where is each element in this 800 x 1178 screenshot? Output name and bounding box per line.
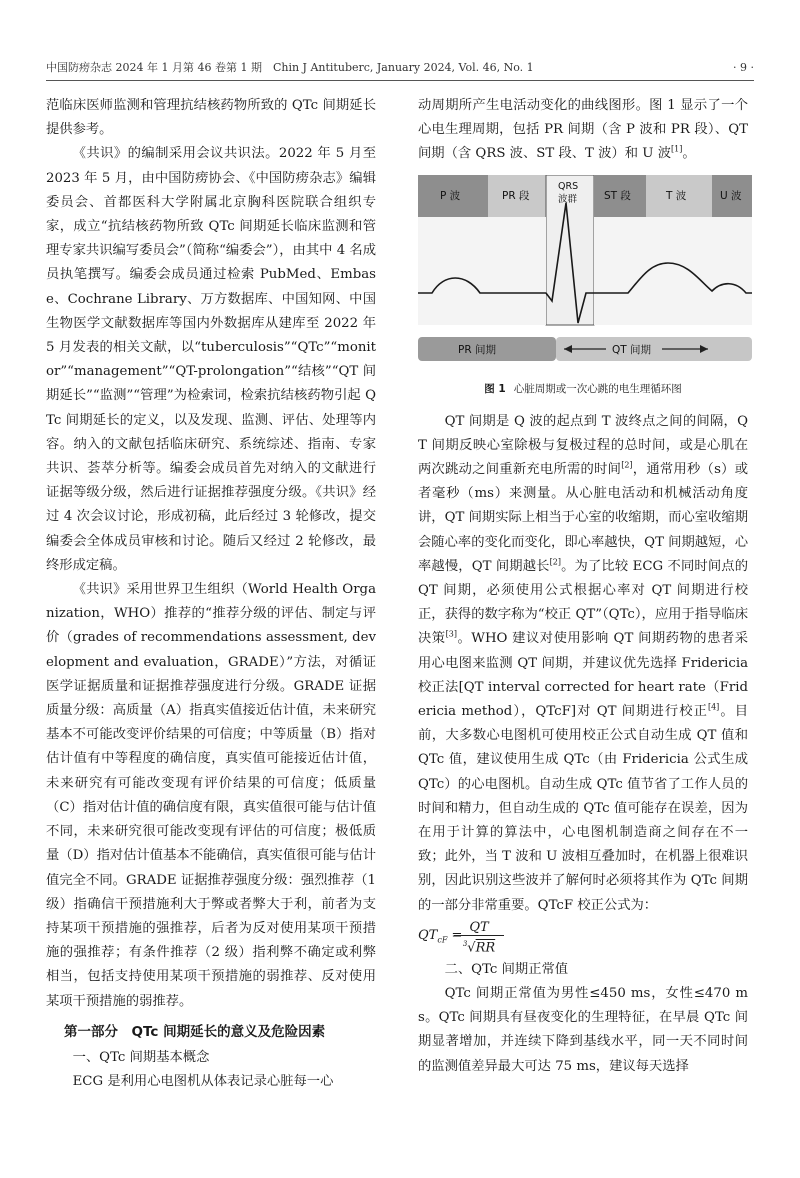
qtcf-formula xyxy=(418,920,748,954)
ecg-figure xyxy=(418,175,748,396)
qrs-label-2: 波群 xyxy=(558,193,578,205)
figure-caption xyxy=(418,381,748,396)
right-column xyxy=(418,94,748,1079)
paragraph: ECG 是利用心电图机从体表记录心脏每一心 xyxy=(72,1073,334,1089)
journal-citation: 中国防痨杂志 2024 年 1 月第 46 卷第 1 期 Chin J Antituberc, January 2024, Vol. 46, No. 1 xyxy=(46,61,534,74)
section-heading: 第一部分 QTc 间期延长的意义及危险因素 xyxy=(64,1023,326,1040)
paragraph: 动周期所产生电活动变化的曲线图形。图 1 显示了一个心电生理周期，包括 PR 间期（含 P 波和 PR 段）、QT 间期（含 QRS 波、ST 段、T 波）和 U 波[1]。 xyxy=(418,98,748,162)
st-segment-label: ST 段 xyxy=(604,189,631,202)
qrs-label: QRS xyxy=(558,180,579,192)
subsection-heading: 二、QTc 间期正常值 xyxy=(444,961,569,977)
citation-ref[interactable]: [2] xyxy=(621,460,633,470)
u-wave-label: U 波 xyxy=(720,189,742,202)
citation-ref[interactable]: [4] xyxy=(707,702,720,712)
paragraph: QT 间期是 Q 波的起点到 T 波终点之间的间隔，QT 间期反映心室除极与复极过程的总时间，或是心肌在两次跳动之间重新充电所需的时间[2]，通常用秒（s）或者毫秒（ms）来测量。从心脏电活动和机械活动角度讲，QT 间期实际上相当于心室的收缩期，而心室收缩期会随心率的变化而变化，即心率越快，QT 间期越短，心率越慢，QT 间期越长[2]。为了比较 ECG 不同时间点的 QT 间期，必须使用公式根据心率对 QT 间期进行校正，获得的数字称为“校正 QT”（QTc），应用于指导临床决策[3]。WHO 建议对使用影响 QT 间期药物的患者采用心电图来监测 QT 间期，并建议优先选择 Fridericia 校正法[QT interval corrected for heart rate（Fridericia method），QTcF]对 QT 间期进行校正[4]。目前，大多数心电图机可使用校正公式自动生成 QT 值和 QTc 值，建议使用生成 QTc（由 Fridericia 公式生成 QTc）的心电图机。自动生成 QTc 值节省了工作人员的时间和精力，但自动生成的 QTc 值可能存在误差，因为在用于计算的算法中，心电图机制造商之间存在不一致；此外，当 T 波和 U 波相互叠加时，在机器上很难识别，因此识别这些波并了解何时必须将其作为 QTc 间期的一部分非常重要。QTcF 校正公式为： xyxy=(418,413,749,913)
t-wave-label: T 波 xyxy=(666,189,687,202)
pr-interval-label: PR 间期 xyxy=(458,343,496,356)
qt-interval-label: QT 间期 xyxy=(612,343,652,356)
pr-segment-label: PR 段 xyxy=(502,189,530,202)
subsection-heading: 一、QTc 间期基本概念 xyxy=(72,1049,210,1065)
ecg-cycle-diagram xyxy=(418,175,752,371)
paragraph: 《共识》的编制采用会议共识法。2022 年 5 月至 2023 年 5 月，由中国防痨协会、《中国防痨杂志》编辑委员会、首都医科大学附属北京胸科医院联合组织专家，成立“抗结核药物所致 QTc 间期延长临床监测和管理专家共识编写委员会”（简称“编委会”），由其中 4 名成员执笔撰写。编委会成员通过检索 PubMed、Embase、Cochrane Library、万方数据库、中国知网、中国生物医学文献数据库等国内外数据库从建库至 2022 年 5 月发表的相关文献，以“tuberculosis”“QTc”“monitor”“management”“QT-prolongation”“结核”“QT 间期延长”“监测”“管理”为检索词，检索抗结核药物引起 QTc 间期延长的定义，以及发现、监测、评估、处理等内容。纳入的文献包括临床研究、系统综述、指南、专家共识、荟萃分析等。编委会成员首先对纳入的文献进行证据等级分级，然后进行证据推荐强度分级。《共识》经过 4 次会议讨论，形成初稿，此后经过 3 轮修改，提交编委会全体成员审核和讨论。随后又经过 2 轮修改，最终形成定稿。 xyxy=(46,146,376,573)
figure-number: 图 1 xyxy=(484,382,506,395)
formula-lhs: $QT_{cF}$ = xyxy=(418,927,463,945)
header-rule xyxy=(46,80,754,81)
paragraph: 范临床医师监测和管理抗结核药物所致的 QTc 间期延长提供参考。 xyxy=(46,98,376,138)
figure-caption-text: 心脏周期或一次心跳的电生理循环图 xyxy=(513,382,682,395)
citation-ref[interactable]: [2] xyxy=(549,557,561,567)
p-wave-label: P 波 xyxy=(440,189,461,202)
formula-fraction xyxy=(454,920,504,956)
citation-ref[interactable]: [1] xyxy=(671,144,683,154)
page-number: · 9 · xyxy=(733,61,754,74)
citation-ref[interactable]: [3] xyxy=(445,630,457,640)
paragraph: 《共识》采用世界卫生组织（World Health Organization，WHO）推荐的“推荐分级的评估、制定与评价（grades of recommendations assessment, development and evaluation，GRADE）”方法，对循证医学证据质量和证据推荐强度进行分级。GRADE 证据质量分级：高质量（A）指真实值接近估计值，未来研究基本不可能改变评价结果的可信度；中等质量（B）指对估计值有中等程度的确信度，真实值可能接近估计值，未来研究有可能改变现有评价结果的可信度；低质量（C）指对估计值的确信度有限，真实值很可能与估计值不同，未来研究很可能改变现有评估的可信度；极低质量（D）指对估计值基本不能确信，真实值很可能与估计值完全不同。GRADE 证据推荐强度分级：强烈推荐（1 级）指确信干预措施利大于弊或者弊大于利，前者为支持某项干预措施的强推荐，后者为反对使用某项干预措施的强推荐；有条件推荐（2 级）指利弊不确定或利弊相当，包括支持使用某项干预措施的弱推荐、反对使用某项干预措施的弱推荐。 xyxy=(46,582,376,1009)
formula-numerator: QT xyxy=(454,920,504,936)
left-column xyxy=(46,94,376,1094)
running-head xyxy=(46,60,754,76)
formula-denominator: $^3$√RR xyxy=(462,939,496,956)
paragraph: QTc 间期正常值为男性≤450 ms，女性≤470 ms。QTc 间期具有昼夜变化的生理特征，在早晨 QTc 间期显著增加，并连续下降到基线水平，同一天不同时间的监测值差异最大可达 75 ms，建议每天选择 xyxy=(418,986,748,1074)
